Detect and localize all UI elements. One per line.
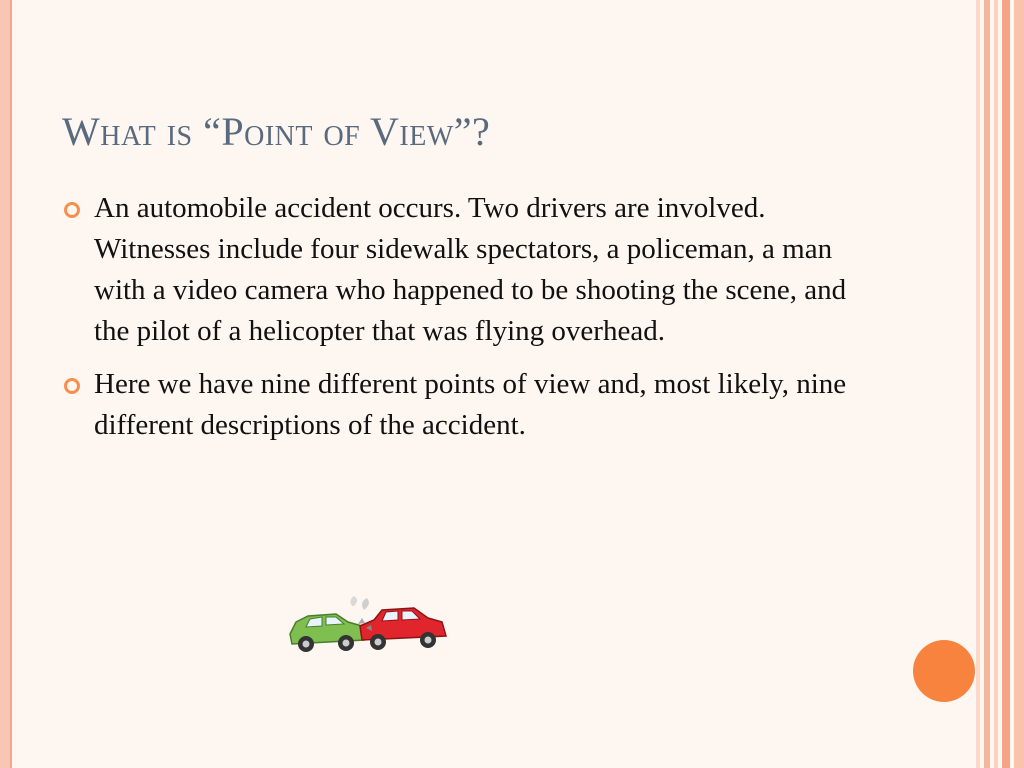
bullet-item — [64, 188, 864, 352]
orange-circle-decor — [913, 640, 975, 702]
left-decor-edge — [10, 0, 12, 768]
bullet-text: An automobile accident occurs. Two drivers are involved. Witnesses include four sidewalk spectators, a policeman, a man with a video camera who happened to be shooting the scene, and the pilot of a helicopter that was flying overhead. — [94, 192, 847, 347]
bullet-text: Here we have nine different points of view and, most likely, nine different descriptions of the accident. — [94, 368, 847, 441]
right-decor-stripe — [994, 0, 998, 768]
left-decor-stripe — [0, 0, 10, 768]
right-decor-stripe — [1002, 0, 1010, 768]
bullet-ring-icon — [64, 378, 80, 394]
bullet-item — [64, 364, 864, 446]
bullet-list — [64, 188, 864, 458]
right-decor-stripe — [984, 0, 990, 768]
right-decor-stripe — [976, 0, 980, 768]
bullet-ring-icon — [64, 202, 80, 218]
right-decor-stripe — [1014, 0, 1024, 768]
car-crash-clipart — [282, 596, 452, 666]
slide-title: What is “Point of View”? — [62, 109, 491, 154]
